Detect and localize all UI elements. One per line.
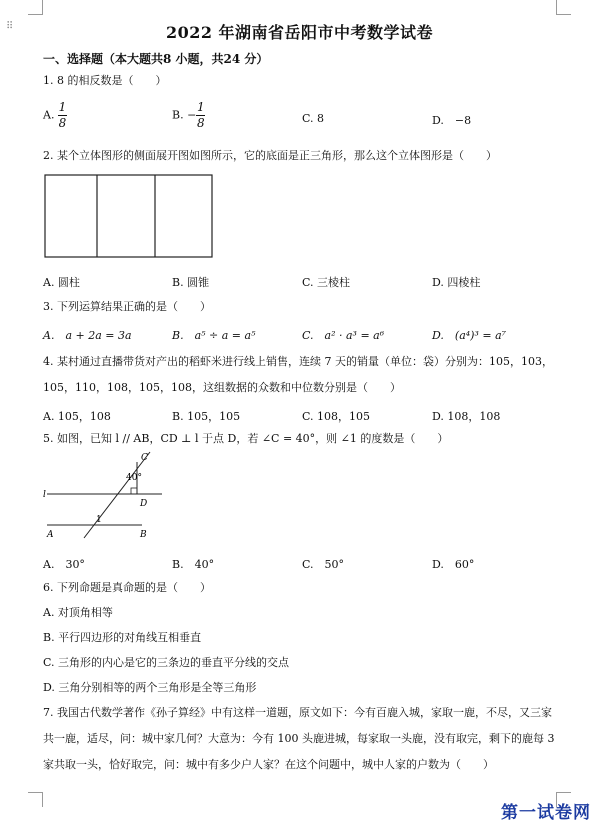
q7-stem: 7. 我国古代数学著作《孙子算经》中有这样一道题，原文如下：今有百鹿入城，家取一鹿，不尽，又三家共一鹿，适尽，问：城中家几何？大意为：今有 100 头鹿进城，每家取一头鹿，没有取完，剩下的鹿每 3 家共取一头，恰好取完，问：城中有多少户人家？在这个问题中，城中人家的户数为（ ）: [43, 706, 555, 771]
label-d: D: [140, 499, 148, 509]
q1-b-den: 8: [196, 116, 205, 130]
crop-mark-top-left: [28, 0, 43, 15]
q1-b-fraction: [196, 101, 205, 130]
right-angle-mark: [131, 488, 137, 494]
q6-option-a: A. 对顶角相等: [43, 606, 113, 619]
q1-a-den: 8: [58, 116, 67, 130]
q3-option-a: A. a + 2a = 3a: [43, 329, 132, 342]
q4-stem: 4. 某村通过直播带货对产出的稻虾米进行线上销售，连续 7 天的销量（单位：袋）分别为：105，103，105，110，108，105，108，这组数据的众数和中位数分别是（ ）: [43, 355, 553, 394]
q6-stem: 6. 下列命题是真命题的是（ ）: [43, 581, 211, 594]
q4-option-b: B. 105，105: [172, 410, 241, 423]
q1-a-label: A.: [43, 108, 55, 122]
label-l: l: [43, 490, 46, 500]
crop-mark-top-right: [556, 0, 571, 15]
q3-option-d: D. (a⁴)³ = a⁷: [432, 329, 507, 342]
q6-option-d: D. 三角分别相等的两个三角形是全等三角形: [43, 681, 257, 694]
q3-option-c: C. a² · a³ = a⁶: [302, 329, 385, 342]
q1-option-d: D. −8: [432, 114, 472, 127]
q1-b-num: 1: [196, 100, 205, 114]
label-angle-1: 1: [96, 515, 102, 525]
q1-a-num: 1: [58, 100, 67, 114]
label-a: A: [47, 530, 54, 540]
section-heading: 一、选择题（本大题共8 小题，共24 分）: [43, 52, 269, 66]
q1-option-a: [43, 101, 67, 130]
q6-option-c: C. 三角形的内心是它的三条边的垂直平分线的交点: [43, 656, 290, 669]
crop-mark-bottom-left: [28, 792, 43, 807]
q2-option-d: D. 四棱柱: [432, 276, 481, 289]
label-angle-40: 40°: [126, 473, 142, 483]
q5-stem: 5. 如图，已知 l // AB，CD ⊥ l 于点 D，若 ∠C = 40°，则 ∠1 的度数是（ ）: [43, 432, 449, 445]
q4-option-d: D. 108，108: [432, 410, 501, 423]
drag-handle-icon[interactable]: ⠿: [6, 21, 15, 32]
brand-watermark: 第一试卷网: [501, 803, 591, 823]
q1-option-b: [172, 101, 205, 130]
q3-option-b: B. a⁵ ÷ a = a⁵: [172, 329, 256, 342]
q2-option-a: A. 圆柱: [43, 276, 80, 289]
page-title: 2022 年湖南省岳阳市中考数学试卷: [165, 23, 434, 42]
q2-stem: 2. 某个立体图形的侧面展开图如图所示，它的底面是正三角形，那么这个立体图形是（ ）: [43, 149, 497, 162]
q5-option-c: C. 50°: [302, 558, 345, 571]
q2-option-c: C. 三棱柱: [302, 276, 351, 289]
q4-option-c: C. 108，105: [302, 410, 371, 423]
q5-option-d: D. 60°: [432, 558, 475, 571]
q1-a-fraction: [58, 101, 67, 130]
q4-option-a: A. 105，108: [43, 410, 111, 423]
q1-b-label: B.: [172, 108, 184, 122]
label-b: B: [140, 530, 147, 540]
q1-b-sign: −: [187, 108, 197, 122]
q2-option-b: B. 圆锥: [172, 276, 210, 289]
q1-stem: 1. 8 的相反数是（ ）: [43, 74, 167, 87]
q5-option-a: A. 30°: [43, 558, 85, 571]
q6-option-b: B. 平行四边形的对角线互相垂直: [43, 631, 202, 644]
q2-net-figure: [44, 174, 214, 259]
q3-stem: 3. 下列运算结果正确的是（ ）: [43, 300, 211, 313]
q5-option-b: B. 40°: [172, 558, 215, 571]
q1-option-c: C. 8: [302, 112, 325, 125]
label-c: C: [141, 453, 148, 463]
net-outline: [45, 175, 212, 257]
q5-geometry-figure: [42, 450, 172, 545]
